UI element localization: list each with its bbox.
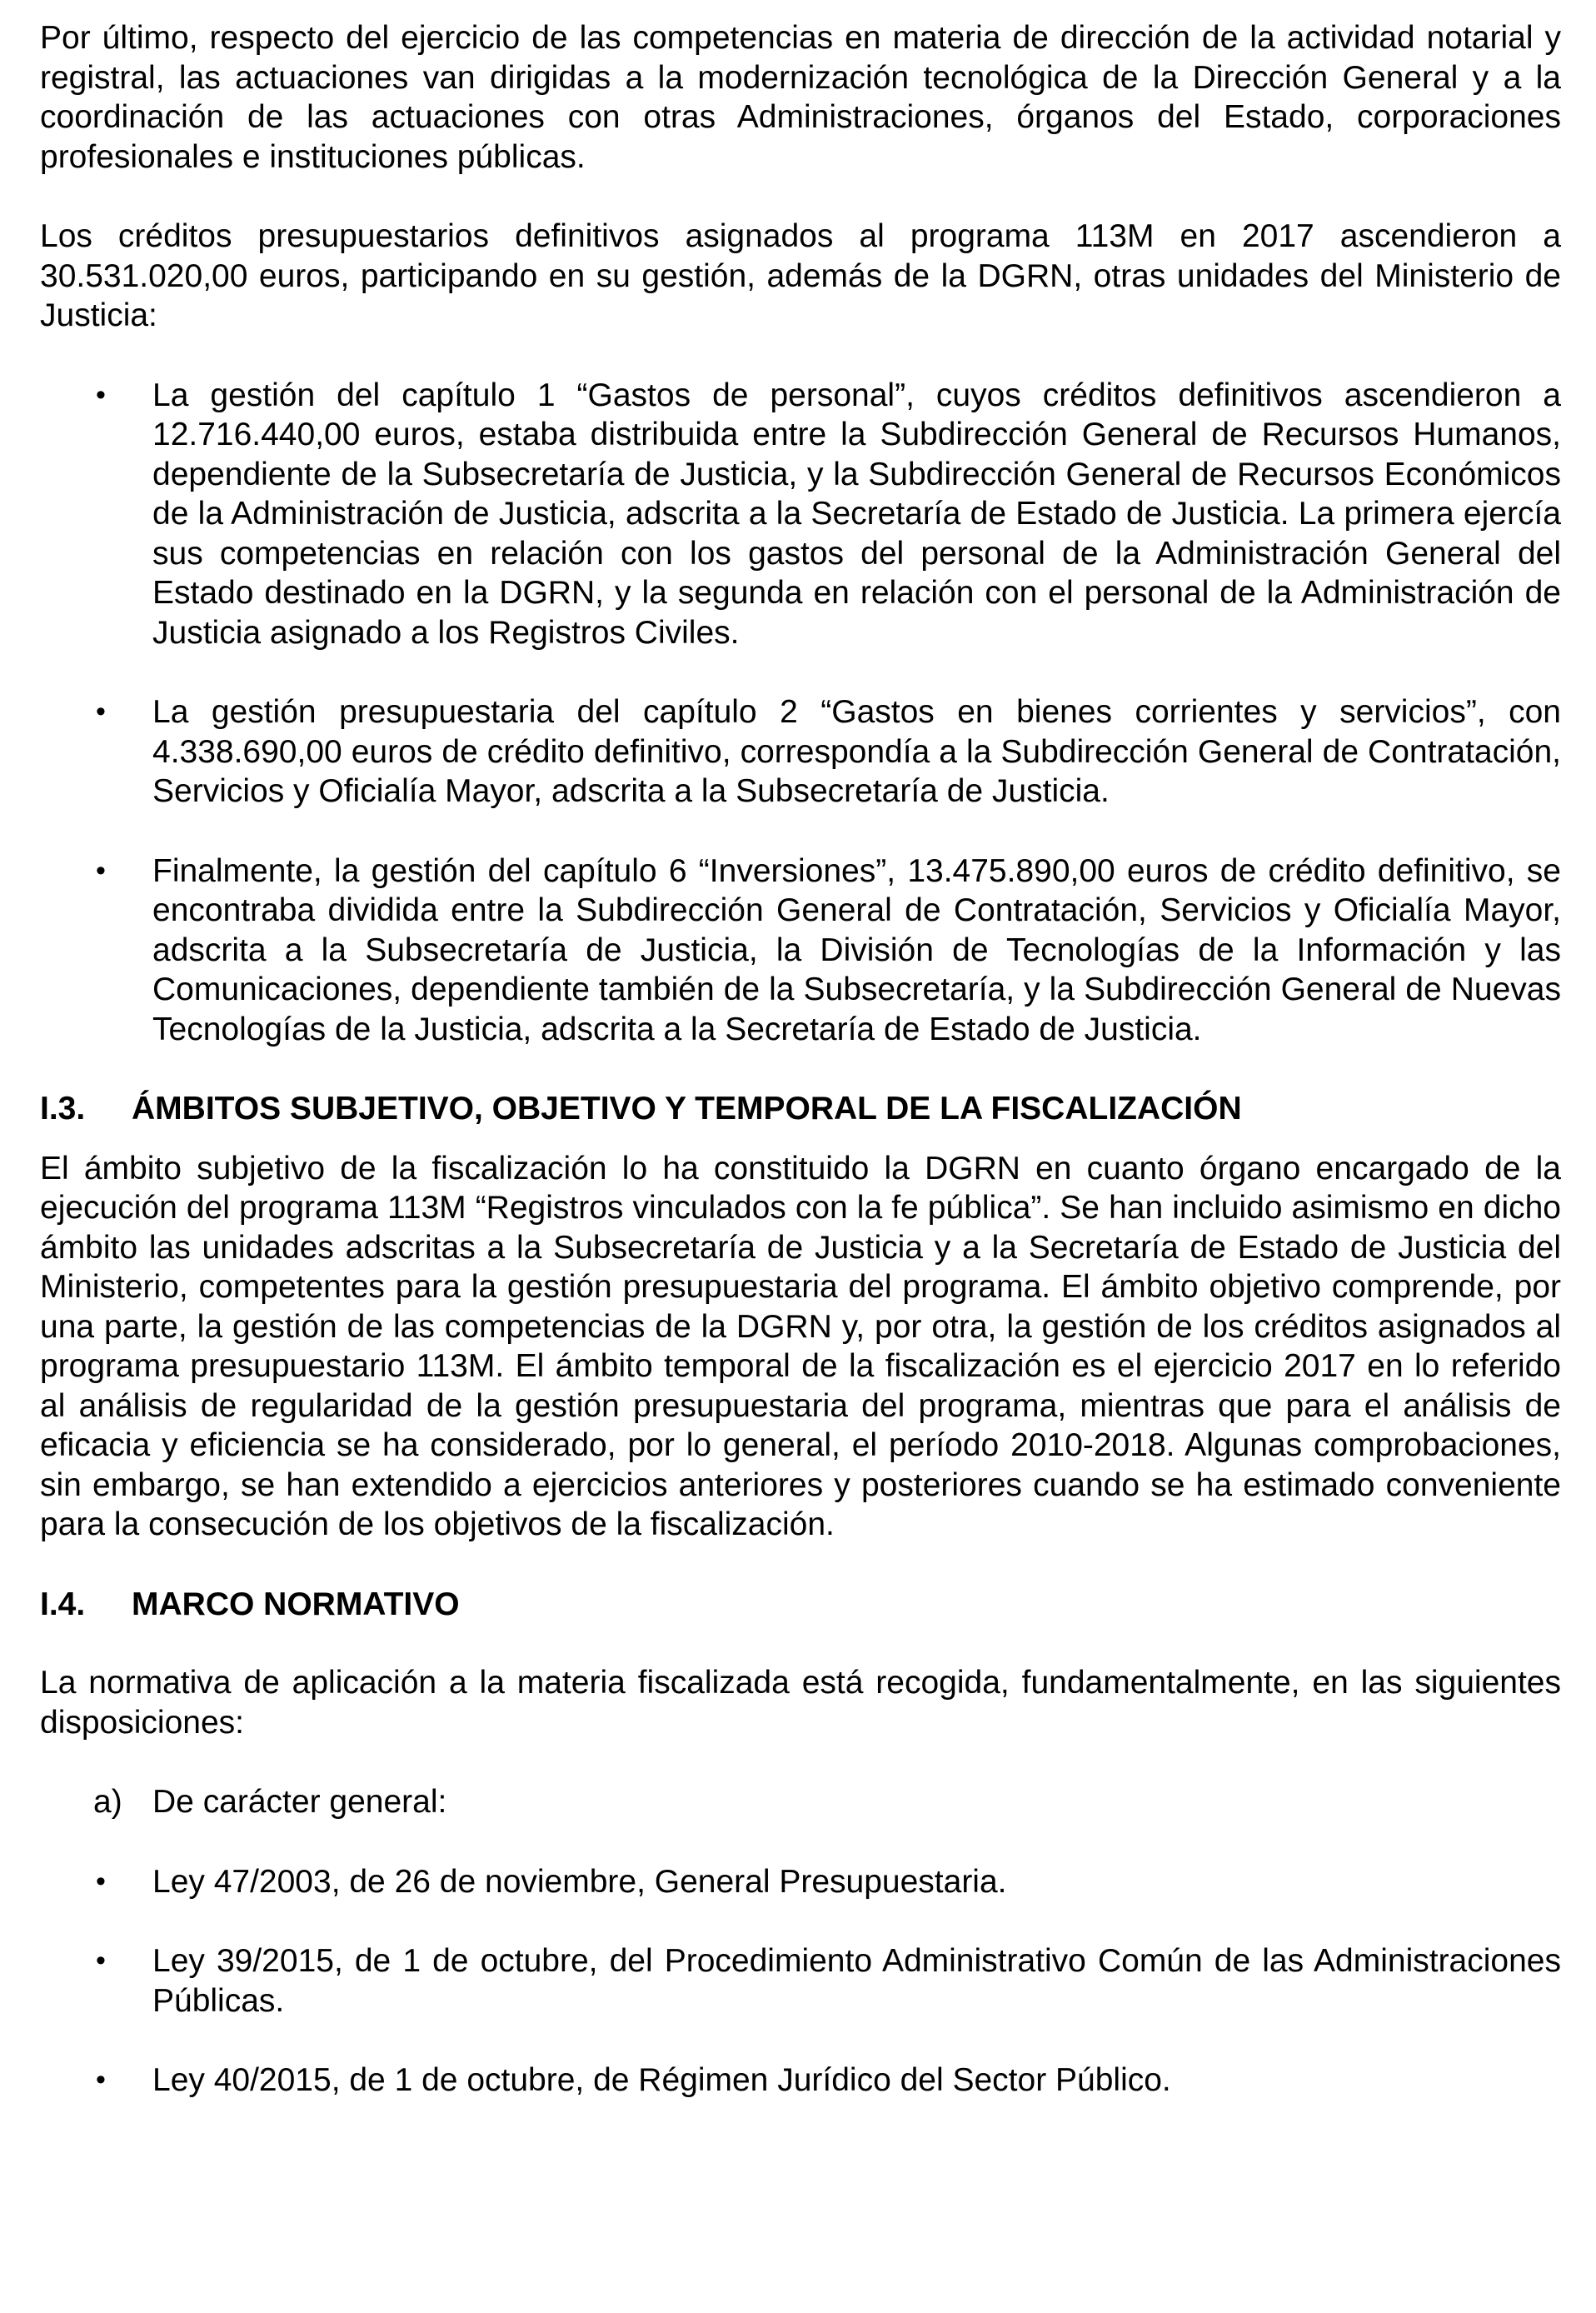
subheading-general	[40, 1782, 1561, 1822]
paragraph-intro-1: Por último, respecto del ejercicio de las competencias en materia de dirección de la actividad notarial y registral, las actuaciones van dirigidas a la modernización tecnológica de la Dirección General y a la coordinación de las actuaciones con otras Administraciones, órganos del Estado, corporaciones profesionales e instituciones públicas.	[40, 20, 1561, 175]
section-heading-1-3	[40, 1089, 1561, 1129]
list-item-chapter-1	[40, 376, 1561, 653]
paragraph-intro-2: Los créditos presupuestarios definitivos asignados al programa 113M en 2017 ascendieron a 30.531.020,00 euros, participando en su gestión, además de la DGRN, otras unidades del Ministerio de Justicia:	[40, 218, 1561, 333]
list-item-text: Finalmente, la gestión del capítulo 6 “Inversiones”, 13.475.890,00 euros de crédito definitivo, se encontraba dividida entre la Subdirección General de Contratación, Servicios y Oficialía Mayor, adscrita a la Subsecretaría de Justicia, la División de Tecnologías de la Información y las Comunicaciones, dependiente también de la Subsecretaría, y la Subdirección General de Nuevas Tecnologías de la Justicia, adscrita a la Secretaría de Estado de Justicia.	[152, 852, 1561, 1047]
bullet-icon: •	[96, 1865, 106, 1897]
paragraph-section-1-3: El ámbito subjetivo de la fiscalización lo ha constituido la DGRN en cuanto órgano encargado de la ejecución del programa 113M “Registros vinculados con la fe pública”. Se han incluido asimismo en dicho ámbito las unidades adscritas a la Subsecretaría de Justicia y a la Secretaría de Estado de Justicia del Ministerio, competentes para la gestión presupuestaria del programa. El ámbito objetivo comprende, por una parte, la gestión de las competencias de la DGRN y, por otra, la gestión de los créditos asignados al programa presupuestario 113M. El ámbito temporal de la fiscalización es el ejercicio 2017 en lo referido al análisis de regularidad de la gestión presupuestaria del programa, mientras que para el análisis de eficacia y eficiencia se ha considerado, por lo general, el período 2010-2018. Algunas comprobaciones, sin embargo, se han extendido a ejercicios anteriores y posteriores cuando se ha estimado conveniente para la consecución de los objetivos de la fiscalización.	[40, 1150, 1561, 1542]
bullet-icon: •	[96, 1945, 106, 1976]
list-item-text: La gestión presupuestaria del capítulo 2 “Gastos en bienes corrientes y servicios”, con 4.338.690,00 euros de crédito definitivo, correspondía a la Subdirección General de Contratación, Servicios y Oficialía Mayor, adscrita a la Subsecretaría de Justicia.	[152, 694, 1561, 809]
bullet-icon: •	[96, 854, 106, 887]
section-heading-1-4	[40, 1585, 1561, 1625]
section-number: I.4.	[40, 1586, 86, 1622]
subheading-label: De carácter general:	[152, 1784, 447, 1820]
law-list	[40, 1862, 1561, 2101]
bullet-icon: •	[96, 2064, 106, 2096]
list-item-text: Ley 47/2003, de 26 de noviembre, General Presupuestaria.	[152, 1863, 1007, 1900]
paragraph-section-1-4: La normativa de aplicación a la materia fiscalizada está recogida, fundamentalmente, en las siguientes disposiciones:	[40, 1665, 1561, 1741]
subheading-marker: a)	[93, 1784, 122, 1820]
section-number: I.3.	[40, 1091, 86, 1127]
list-item-chapter-6	[40, 852, 1561, 1050]
chapter-list	[40, 376, 1561, 1050]
section-title: MARCO NORMATIVO	[132, 1586, 460, 1622]
list-item-law	[40, 1862, 1561, 1902]
list-item-text: Ley 40/2015, de 1 de octubre, de Régimen Jurídico del Sector Público.	[152, 2062, 1171, 2098]
list-item-chapter-2	[40, 692, 1561, 812]
list-item-law	[40, 1941, 1561, 2021]
list-item-text: La gestión del capítulo 1 “Gastos de personal”, cuyos créditos definitivos ascendieron a 12.716.440,00 euros, estaba distribuida entre la Subdirección General de Recursos Humanos, dependiente de la Subsecretaría de Justicia, y la Subdirección General de Recursos Económicos de la Administración de Justicia, adscrita a la Secretaría de Estado de Justicia. La primera ejercía sus competencias en relación con los gastos del personal de la Administración General del Estado destinado en la DGRN, y la segunda en relación con el personal de la Administración de Justicia asignado a los Registros Civiles.	[152, 377, 1561, 651]
list-item-law	[40, 2061, 1561, 2101]
document-page	[40, 18, 1561, 2101]
section-title: ÁMBITOS SUBJETIVO, OBJETIVO Y TEMPORAL DE LA FISCALIZACIÓN	[132, 1091, 1242, 1127]
bullet-icon: •	[96, 378, 106, 411]
list-item-text: Ley 39/2015, de 1 de octubre, del Procedimiento Administrativo Común de las Administraciones Públicas.	[152, 1943, 1561, 2019]
bullet-icon: •	[96, 696, 106, 727]
